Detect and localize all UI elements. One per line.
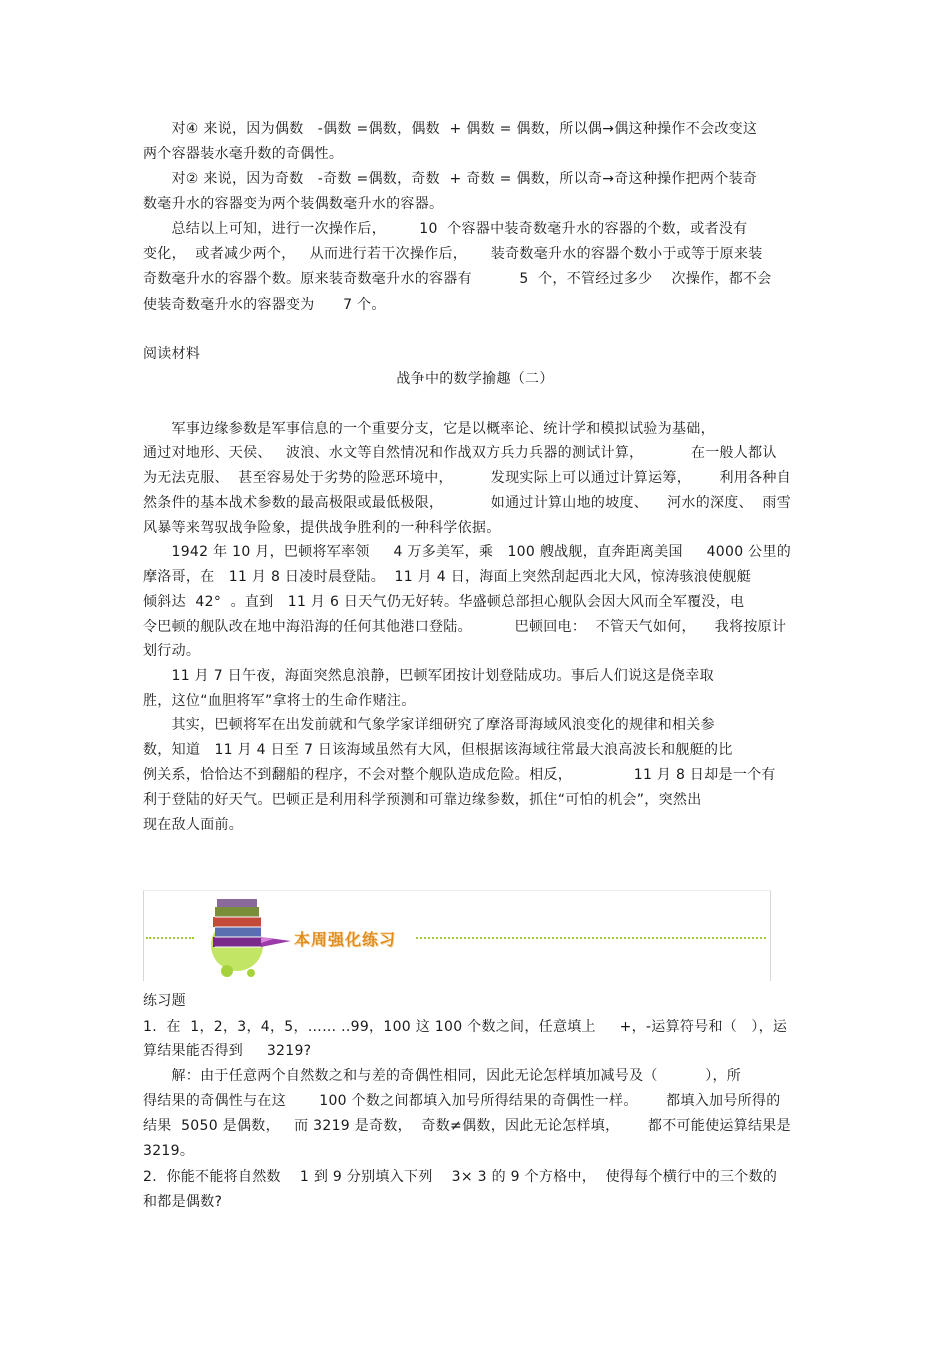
text-line: 通过对地形、天侯、 波浪、水文等自然情况和作战双方兵力兵器的测试计算， 在一般人都认: [143, 445, 777, 461]
text-line: 数，知道 11 月 4 日至 7 日该海域虽然有大风，但根据该海域往常最大浪高波长和舰艇的比: [143, 742, 733, 758]
text-line: 其实，巴顿将军在出发前就和气象学家详细研究了摩洛哥海域风浪变化的规律和相关参: [143, 717, 715, 733]
text-line: 总结以上可知，进行一次操作后， 10 个容器中装奇数毫升水的容器的个数，或者没有: [143, 221, 748, 237]
text-line: 1. 在 1，2，3，4，5，…… ..99，100 这 100 个数之间，任意填上 +，-运算符号和（ ），运: [143, 1019, 788, 1035]
text-line: 得结果的奇偶性与在这 100 个数之间都填入加号所得结果的奇偶性一样。 都填入加号所得的: [143, 1093, 781, 1109]
text-line: 倾斜达 42° 。直到 11 月 6 日天气仍无好转。华盛顿总部担心舰队会因大风而全军覆没，电: [143, 594, 745, 610]
text-line: 例关系，恰恰达不到翻船的程序，不会对整个舰队造成危险。相反， 11 月 8 日却是一个有: [143, 767, 776, 783]
banner-title: 本周强化练习: [294, 930, 397, 949]
text-line: 现在敌人面前。: [143, 817, 244, 833]
text-line: 对② 来说，因为奇数 -奇数 =偶数，奇数 + 奇数 = 偶数，所以奇→奇这种操作把两个装奇: [143, 171, 758, 187]
text-line: 3219。: [143, 1143, 195, 1159]
text-line: 对④ 来说，因为偶数 -偶数 =偶数，偶数 + 偶数 = 偶数，所以偶→偶这种操作不会改变这: [143, 121, 758, 137]
banner-divider-left: [146, 937, 194, 939]
text-line: 和都是偶数?: [143, 1194, 223, 1210]
text-line: 变化， 或者减少两个， 从而进行若干次操作后， 装奇数毫升水的容器个数小于或等于原来装: [143, 246, 763, 262]
text-line: 2. 你能不能将自然数 1 到 9 分别填入下列 3× 3 的 9 个方格中， 使得每个横行中的三个数的: [143, 1169, 778, 1185]
text-line: 为无法克服、 甚至容易处于劣势的险恶环境中， 发现实际上可以通过计算运筹， 利用各种自: [143, 470, 791, 486]
text-line: 练习题: [143, 993, 186, 1009]
text-line: 阅读材料: [143, 346, 201, 362]
text-line: 两个容器装水毫升数的奇偶性。: [143, 146, 344, 162]
weekly-exercise-banner: [143, 890, 771, 981]
books-icon: [199, 893, 299, 979]
banner-divider-right: [416, 937, 766, 939]
article-title: 战争中的数学揄趣（二）: [396, 371, 554, 387]
text-line: 算结果能否得到 3219?: [143, 1043, 312, 1059]
text-line: 然条件的基本战术参数的最高极限或最低极限， 如通过计算山地的坡度、 河水的深度、 雨雪: [143, 495, 791, 511]
text-line: 令巴顿的舰队改在地中海沿海的任何其他港口登陆。 巴顿回电： 不管天气如何， 我将按原计: [143, 619, 787, 635]
text-line: 1942 年 10 月，巴顿将军率领 4 万多美军，乘 100 艘战舰，直奔距离美国 4000 公里的: [143, 544, 792, 560]
text-line: 11 月 7 日午夜，海面突然息浪静，巴顿军团按计划登陆成功。事后人们说这是侥幸取: [143, 668, 714, 684]
text-line: 胜，这位“血胆将军”拿将士的生命作赌注。: [143, 693, 416, 709]
text-line: 解：由于任意两个自然数之和与差的奇偶性相同，因此无论怎样填加减号及（ ），所: [143, 1068, 742, 1084]
text-line: 使装奇数毫升水的容器变为 7 个。: [143, 297, 386, 313]
text-line: 结果 5050 是偶数， 而 3219 是奇数， 奇数≠偶数，因此无论怎样填， 都不可能使运算结果是: [143, 1118, 791, 1134]
text-line: 划行动。: [143, 643, 201, 659]
text-line: 风暴等来驾驭战争险象，提供战争胜利的一种科学依据。: [143, 520, 501, 536]
text-line: 数毫升水的容器变为两个装偶数毫升水的容器。: [143, 196, 444, 212]
text-line: 摩洛哥，在 11 月 8 日凌时晨登陆。 11 月 4 日，海面上突然刮起西北大风，惊涛骇浪使舰艇: [143, 569, 751, 585]
text-line: 军事边缘参数是军事信息的一个重要分支，它是以概率论、统计学和模拟试验为基础，: [143, 421, 715, 437]
text-line: 奇数毫升水的容器个数。原来装奇数毫升水的容器有 5 个，不管经过多少 次操作，都不会: [143, 271, 772, 287]
text-line: 利于登陆的好天气。巴顿正是利用科学预测和可靠边缘参数，抓住“可怕的机会”，突然出: [143, 792, 702, 808]
